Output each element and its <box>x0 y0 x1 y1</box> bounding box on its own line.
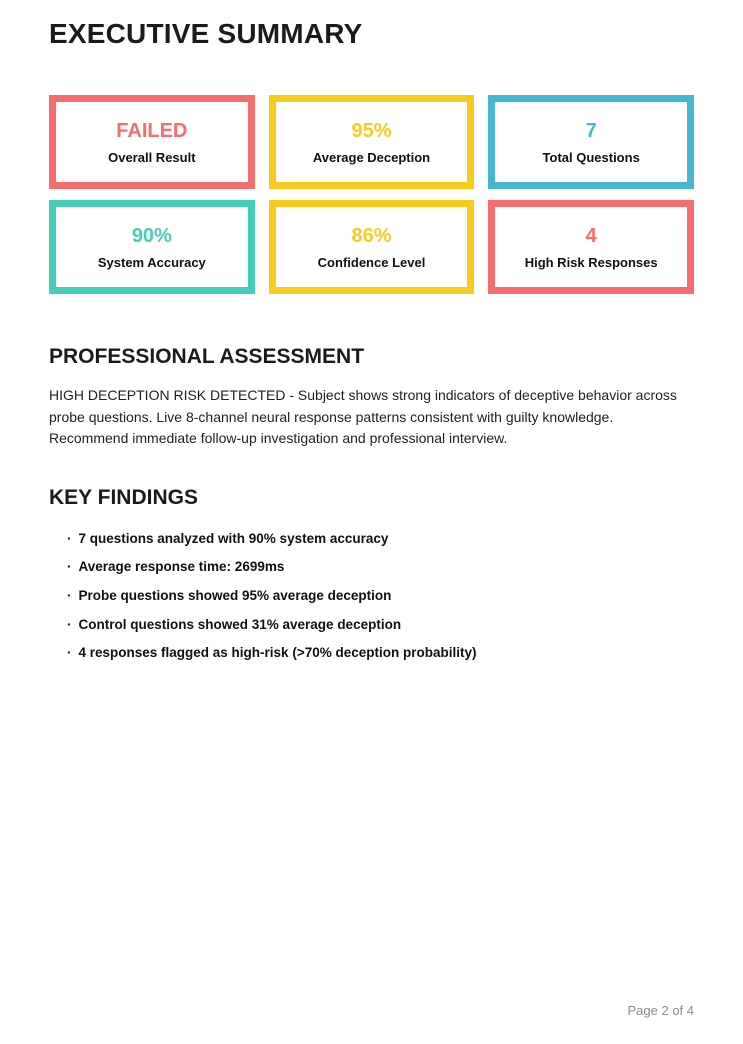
stat-label: Confidence Level <box>317 254 426 270</box>
key-findings-heading: KEY FINDINGS <box>49 485 198 509</box>
stat-label: System Accuracy <box>97 254 206 270</box>
list-item <box>67 617 694 633</box>
stat-card-total-questions <box>488 95 694 189</box>
professional-assessment-heading: PROFESSIONAL ASSESSMENT <box>49 345 365 369</box>
finding-text: Probe questions showed 95% average deception <box>78 588 392 603</box>
page-title: EXECUTIVE SUMMARY <box>49 18 363 49</box>
stat-card-high-risk-responses <box>488 200 694 294</box>
stat-label: High Risk Responses <box>524 254 658 270</box>
stat-label: Overall Result <box>108 149 196 165</box>
bullet-icon: · <box>67 559 72 575</box>
stat-card-confidence-level <box>269 200 475 294</box>
list-item <box>67 645 694 661</box>
key-findings-section <box>49 486 694 661</box>
stat-value: 90% <box>131 224 172 247</box>
stat-value: FAILED <box>116 119 188 142</box>
stat-value: 4 <box>585 224 597 247</box>
bullet-icon: · <box>67 645 72 661</box>
finding-text: Average response time: 2699ms <box>78 559 285 575</box>
key-findings-list <box>49 531 694 661</box>
finding-text: Control questions showed 31% average deception <box>78 616 402 632</box>
stat-card-average-deception <box>269 95 475 189</box>
stat-value: 86% <box>351 224 392 247</box>
stat-card-grid <box>49 95 694 294</box>
stat-card-system-accuracy <box>49 200 255 294</box>
stat-label: Total Questions <box>542 149 640 165</box>
professional-assessment-section <box>49 345 694 450</box>
professional-assessment-text: HIGH DECEPTION RISK DETECTED - Subject shows strong indicators of deceptive behavior across probe questions. Live 8-channel neural response patterns consistent with guilty knowledge. Recommend immediate follow-up investigation and professional interview. <box>49 387 677 447</box>
stat-value: 95% <box>351 119 392 142</box>
page-number: Page 2 of 4 <box>627 1003 694 1018</box>
list-item <box>67 559 694 575</box>
finding-text: 4 responses flagged as high-risk (>70% deception probability) <box>78 645 477 661</box>
bullet-icon: · <box>67 588 72 603</box>
finding-text: 7 questions analyzed with 90% system accuracy <box>78 530 389 546</box>
stat-label: Average Deception <box>312 149 431 165</box>
stat-value: 7 <box>585 119 597 142</box>
stat-card-overall-result <box>49 95 255 189</box>
bullet-icon: · <box>67 616 72 632</box>
list-item <box>67 588 694 604</box>
bullet-icon: · <box>67 530 72 546</box>
list-item <box>67 531 694 547</box>
